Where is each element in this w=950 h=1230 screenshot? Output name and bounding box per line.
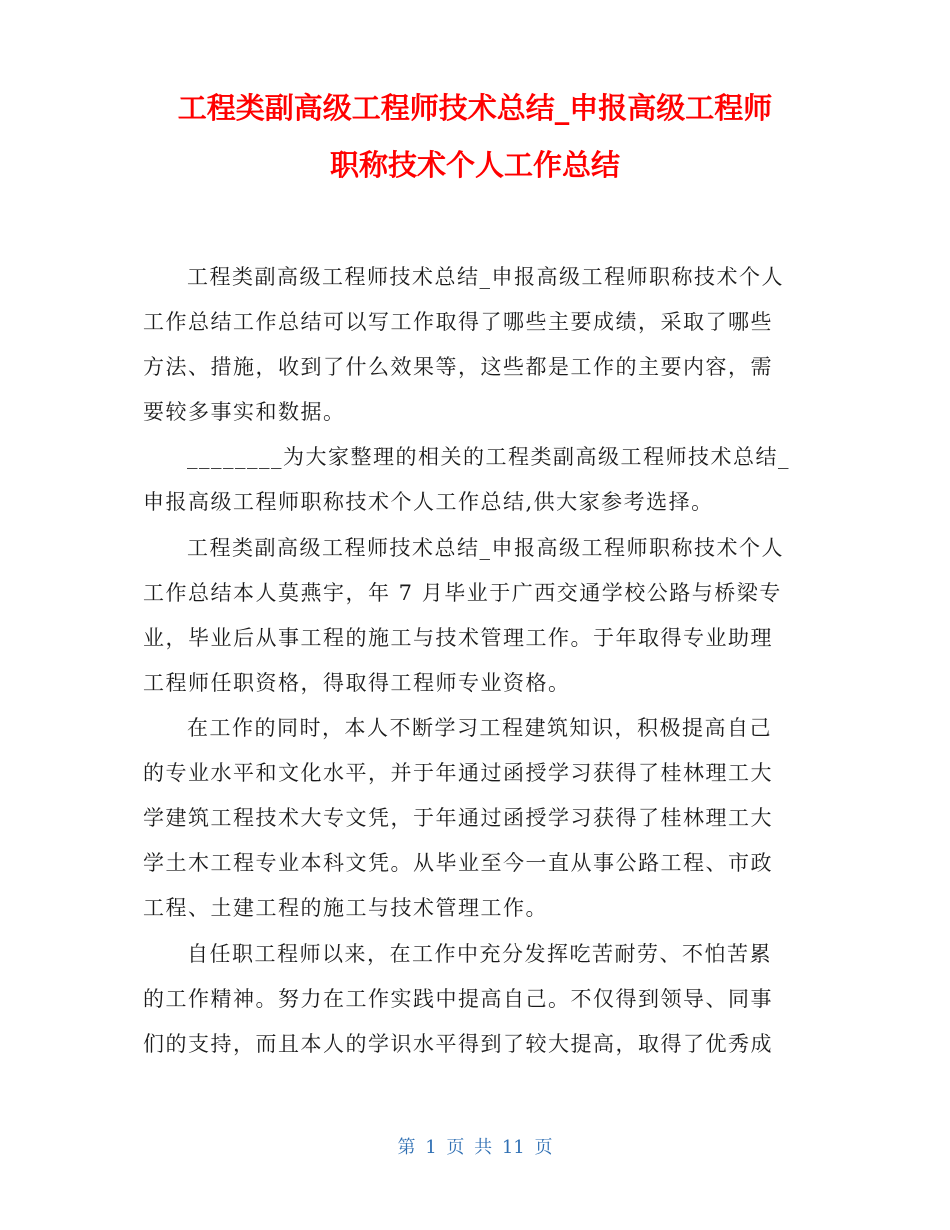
body-line-9: 业，毕业后从事工程的施工与技术管理工作。于年取得专业助理	[143, 626, 773, 650]
body-line-17: 的工作精神。努力在工作实践中提高自己。不仅得到领导、同事	[143, 987, 773, 1011]
body-line-6: 申报高级工程师职称技术个人工作总结,供大家参考选择。	[143, 490, 714, 514]
body-line-4: 要较多事实和数据。	[143, 400, 346, 424]
body-line-11: 在工作的同时，本人不断学习工程建筑知识，积极提高自己	[187, 716, 772, 740]
body-line-5: ________为大家整理的相关的工程类副高级工程师技术总结_	[187, 445, 790, 469]
document-title-line-1: 工程类副高级工程师技术总结_申报高级工程师	[177, 91, 773, 125]
body-line-18: 们的支持，而且本人的学识水平得到了较大提高，取得了优秀成	[143, 1032, 773, 1056]
body-line-7: 工程类副高级工程师技术总结_申报高级工程师职称技术个人	[187, 536, 784, 560]
body-line-3: 方法、措施，收到了什么效果等，这些都是工作的主要内容，需	[143, 355, 773, 379]
body-line-1: 工程类副高级工程师技术总结_申报高级工程师职称技术个人	[187, 265, 784, 289]
body-line-13: 学建筑工程技术大专文凭，于年通过函授学习获得了桂林理工大	[143, 806, 773, 830]
page-number-footer: 第 1 页 共 11 页	[397, 1137, 553, 1158]
document-title-line-2: 职称技术个人工作总结	[329, 148, 620, 182]
body-line-10: 工程师任职资格，得取得工程师专业资格。	[143, 671, 571, 695]
body-line-14: 学土木工程专业本科文凭。从毕业至今一直从事公路工程、市政	[143, 851, 773, 875]
body-line-8: 工作总结本人莫燕宇，年 7 月毕业于广西交通学校公路与桥梁专	[143, 581, 782, 605]
body-line-15: 工程、土建工程的施工与技术管理工作。	[143, 896, 548, 920]
body-line-16: 自任职工程师以来，在工作中充分发挥吃苦耐劳、不怕苦累	[187, 942, 772, 966]
body-line-12: 的专业水平和文化水平，并于年通过函授学习获得了桂林理工大	[143, 761, 773, 785]
body-line-2: 工作总结工作总结可以写工作取得了哪些主要成绩，采取了哪些	[143, 310, 773, 334]
